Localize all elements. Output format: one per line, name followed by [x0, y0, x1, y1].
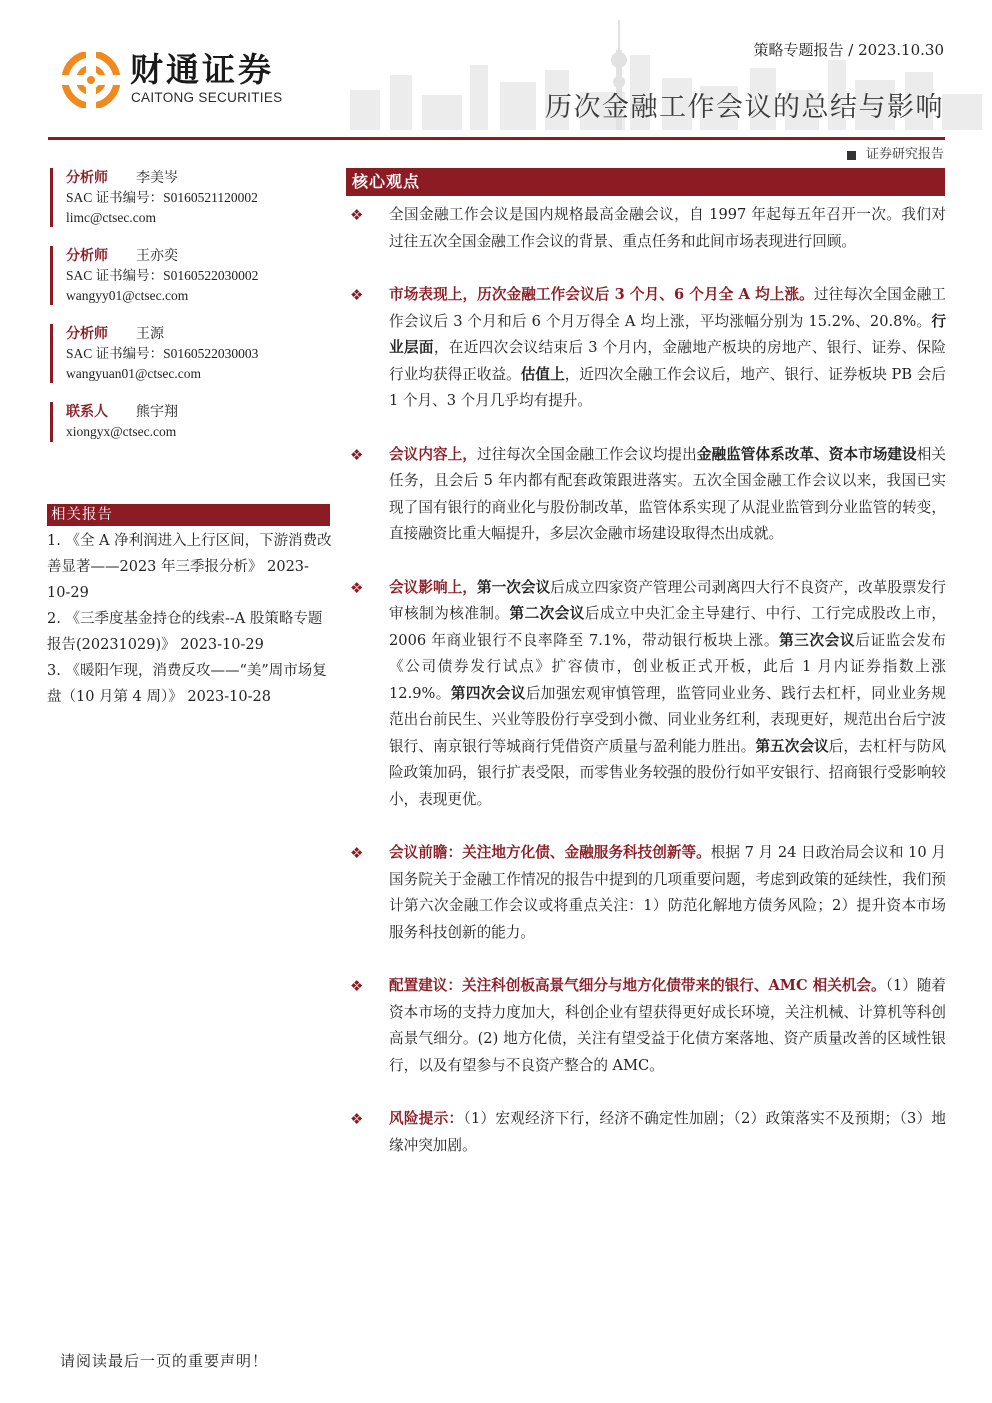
core-point-text: 过往每次全国金融工作会议后 3 个月和后 6 个月万得全 A 均上涨，平均涨幅分别为 15.2%、20.8%。 — [389, 286, 946, 330]
related-report-item[interactable]: 1. 《全 A 净利润进入上行区间，下游消费改善显著——2023 年三季报分析》 2023-10-29 — [47, 533, 332, 601]
core-point-text: 后成立中央汇金主导建行、中行、工行完成股改上市，2006 年商业银行不良率降至 7.1%，带动银行板块上涨。 — [389, 605, 946, 649]
core-point-lead: 市场表现上，历次金融工作会议后 3 个月、6 个月全 A 均上涨。 — [389, 286, 814, 303]
core-point-text: 过往每次全国金融工作会议均提出 — [476, 445, 697, 463]
core-point-lead: 会议影响上， — [389, 578, 477, 596]
header-divider — [48, 137, 945, 140]
analyst-name: 李美岑 — [136, 170, 178, 186]
core-point-item — [350, 442, 946, 548]
core-point-text: 全国金融工作会议是国内规格最高金融会议，自 1997 年起每五年召开一次。我们对过往五次全国金融工作会议的背景、重点任务和此间市场表现进行回顾。 — [389, 206, 946, 250]
analyst-cert: SAC 证书编号：S0160522030002 — [66, 268, 259, 283]
core-point-text: （1）随着资本市场的支持力度加大，科创企业有望获得更好成长环境，关注机械、计算机等科创高景气细分。(2) 地方化债，关注有望受益于化债方案落地、资产质量改善的区域性银行，以及有望参与不良资产整合的 AMC。 — [389, 977, 946, 1074]
related-report-item[interactable]: 2. 《三季度基金持仓的线索--A 股策略专题报告(20231029)》 2023-10-29 — [47, 611, 323, 653]
analyst-name: 王源 — [136, 326, 164, 342]
core-point-text: ，近四次全融工作会议后，地产、银行、证券板块 PB 会后 1 个月、3 个月几乎均有提升。 — [389, 365, 946, 409]
document-type-label: 证券研究报告 — [865, 147, 944, 162]
core-point-item — [350, 202, 946, 255]
core-point-item — [350, 1106, 946, 1159]
core-point-lead: 会议内容上， — [389, 445, 477, 463]
diamond-bullet-icon: ❖ — [350, 445, 364, 464]
core-point-emphasis: 金融监管体系改革、资本市场建设 — [696, 445, 917, 463]
core-points-list — [350, 202, 946, 1159]
contact-name: 熊宇翔 — [136, 404, 178, 420]
diamond-bullet-icon: ❖ — [350, 844, 364, 862]
related-reports-header: 相关报告 — [47, 504, 330, 526]
core-point-emphasis: 行业层面 — [389, 312, 946, 356]
core-point-emphasis: 估值上 — [520, 365, 565, 383]
core-point-lead: 配置建议：关注科创板高景气细分与地方化债带来的银行、AMC 相关机会。 — [389, 977, 886, 994]
analyst-cert: SAC 证书编号：S0160522030003 — [66, 346, 259, 361]
diamond-bullet-icon: ❖ — [350, 206, 364, 224]
related-report-item[interactable]: 3. 《暖阳乍现，消费反攻——“美”周市场复盘（10 月第 4 周）》 2023-10-28 — [47, 663, 327, 705]
core-point-text: 根据 7 月 24 日政治局会议和 10 月国务院关于金融工作情况的报告中提到的几项重要问题，考虑到政策的延续性，我们预计第六次金融工作会议或将重点关注：1）防范化解地方债务风险；2）提升资本市场服务科技创新的能力。 — [389, 844, 946, 941]
core-point-emphasis: 第四次会议 — [450, 684, 526, 702]
core-point-lead: 会议前瞻：关注地方化债、金融服务科技创新等。 — [389, 844, 711, 861]
report-header — [0, 0, 992, 140]
core-point-text: （1）宏观经济下行，经济不确定性加剧；（2）政策落实不及预期；（3）地缘冲突加剧。 — [389, 1110, 946, 1154]
document-type — [847, 146, 944, 164]
core-point-item — [350, 973, 946, 1079]
analyst-email[interactable]: wangyy01@ctsec.com — [66, 287, 189, 303]
analyst-name: 王亦奕 — [136, 248, 178, 264]
diamond-bullet-icon: ❖ — [350, 1110, 364, 1128]
core-point-text: 后证监会发布《公司债券发行试点》扩容债市，创业板正式开板，此后 1 月内证券指数上涨 12.9%。 — [389, 631, 946, 702]
core-point-item — [350, 282, 946, 415]
analyst-card — [50, 324, 320, 383]
brand-name-cn: 财通证券 — [130, 50, 274, 89]
analyst-role: 分析师 — [66, 170, 108, 186]
analyst-cert: SAC 证书编号：S0160521120002 — [66, 190, 258, 205]
core-point-text: ，在近四次会议结束后 3 个月内，金融地产板块的房地产、银行、证券、保险行业均获得正收益。 — [389, 339, 946, 383]
analyst-role: 分析师 — [66, 326, 108, 342]
brand-name-en: CAITONG SECURITIES — [131, 90, 283, 105]
square-bullet-icon — [847, 151, 856, 160]
core-point-text: 后成立四家资产管理公司剥离四大行不良资产，改革股票发行审核制为核准制。 — [389, 578, 946, 622]
analyst-card — [50, 246, 320, 305]
contact-role: 联系人 — [66, 404, 108, 420]
disclaimer-note: 请阅读最后一页的重要声明！ — [60, 1352, 269, 1370]
core-point-item — [350, 840, 946, 946]
report-title: 历次金融工作会议的总结与影响 — [545, 92, 944, 123]
core-point-emphasis: 第一次会议 — [476, 578, 551, 596]
contact-card — [50, 402, 320, 442]
caitong-logo-icon — [60, 52, 122, 108]
diamond-bullet-icon: ❖ — [350, 977, 364, 995]
core-point-text: 相关任务，且会后 5 年内都有配套政策跟进落实。五次全国金融工作会议以来，我国已实现了国有银行的商业化与股份制改革，监管体系实现了从混业监管到分业监管的转变，直接融资比重大幅提升，多层次金融市场建设取得杰出成就。 — [389, 445, 946, 542]
core-point-text: 后加强宏观审慎管理，监管同业业务、践行去杠杆，同业业务规范出台前民生、兴业等股份行享受到小微、同业业务红利，表现更好，规范出台后宁波银行、南京银行等城商行凭借资产质量与盈利能力胜出。 — [389, 684, 946, 755]
diamond-bullet-icon: ❖ — [350, 578, 364, 597]
analyst-card — [50, 168, 320, 227]
analyst-email[interactable]: wangyuan01@ctsec.com — [66, 365, 202, 381]
core-point-emphasis: 第二次会议 — [509, 605, 585, 622]
analyst-role: 分析师 — [66, 248, 108, 264]
analyst-email[interactable]: limc@ctsec.com — [66, 209, 157, 225]
core-point-item — [350, 575, 946, 814]
contact-email[interactable]: xiongyx@ctsec.com — [66, 424, 177, 439]
core-point-text: 后，去杠杆与防风险政策加码，银行扩表受限，而零售业务较强的股份行如平安银行、招商银行受影响较小，表现更优。 — [389, 737, 946, 808]
report-type-date: 策略专题报告 / 2023.10.30 — [753, 41, 944, 59]
related-reports-list — [47, 528, 332, 710]
core-point-lead: 风险提示： — [389, 1110, 464, 1127]
core-point-emphasis: 第五次会议 — [755, 737, 829, 755]
core-point-emphasis: 第三次会议 — [779, 631, 856, 649]
diamond-bullet-icon: ❖ — [350, 286, 364, 304]
core-points-header: 核心观点 — [346, 168, 945, 196]
